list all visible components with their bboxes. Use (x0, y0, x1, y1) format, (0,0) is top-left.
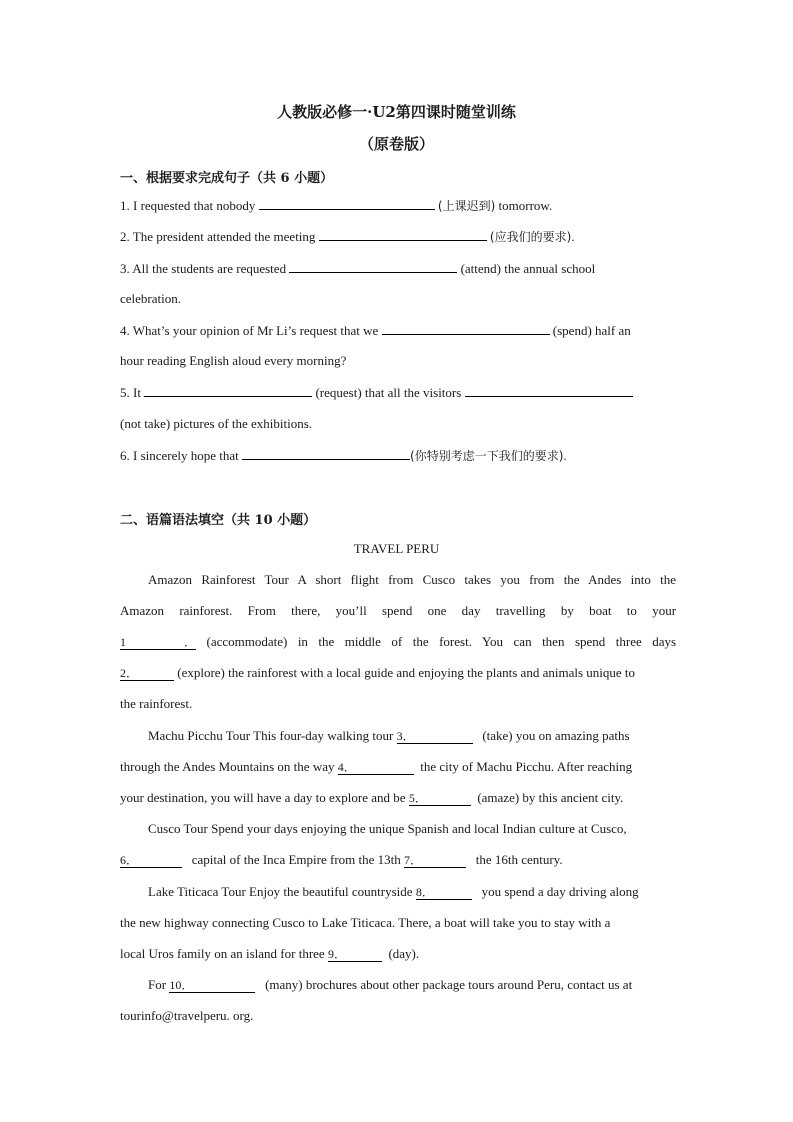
answer-blank[interactable] (144, 384, 312, 397)
blank-10[interactable]: 10． (169, 979, 255, 993)
p5-line-2: tourinfo@travelperu. org. (120, 1008, 254, 1023)
answer-blank[interactable] (242, 447, 410, 460)
question-3-continued: celebration. (120, 291, 181, 306)
p5-line-1: For 10． (many) brochures about other package tours around Peru, contact us at (148, 977, 633, 992)
section-2-heading: 二、语篇语法填空（共 10 小题） (120, 513, 317, 528)
question-5: 5. It (request) that all the visitors (120, 384, 633, 401)
p1-line-2: Amazon rainforest. From there, you’ll spend one day travelling by boat to your (120, 603, 677, 618)
blank-3[interactable]: 3． (397, 730, 473, 744)
page-subtitle: （原卷版） (358, 135, 434, 153)
blank-7[interactable]: 7． (404, 854, 466, 868)
question-3: 3. All the students are requested (attend) the annual school (120, 261, 596, 276)
p1-line-4: 2． (explore) the rainforest with a local guide and enjoying the plants and animals unique to (120, 665, 636, 680)
page-title: 人教版必修一·U2第四课时随堂训练 (277, 103, 516, 121)
passage-title: TRAVEL PERU (353, 541, 440, 556)
answer-blank[interactable] (382, 322, 550, 335)
blank-9[interactable]: 9． (328, 948, 382, 962)
p2-line-1: Machu Picchu Tour This four-day walking tour 3． (take) you on amazing paths (148, 728, 630, 743)
p1-line-1: Amazon Rainforest Tour A short flight from Cusco takes you from the Andes into the (148, 572, 677, 587)
section-1-heading: 一、根据要求完成句子（共 6 小题） (120, 171, 334, 186)
p4-line-1: Lake Titicaca Tour Enjoy the beautiful countryside 8． you spend a day driving along (148, 884, 639, 899)
p1-line-5: the rainforest. (120, 696, 193, 711)
p2-line-3: your destination, you will have a day to explore and be 5． (amaze) by this ancient city. (120, 790, 624, 805)
answer-blank[interactable] (259, 197, 435, 210)
question-4: 4. What’s your opinion of Mr Li’s request that we (spend) half an (120, 323, 631, 338)
question-5-continued: (not take) pictures of the exhibitions. (120, 416, 313, 431)
p3-line-2: 6． capital of the Inca Empire from the 13th 7． the 16th century. (120, 852, 563, 867)
p4-line-2: the new highway connecting Cusco to Lake Titicaca. There, a boat will take you to stay with a (120, 915, 611, 930)
blank-2[interactable]: 2． (120, 667, 174, 681)
question-6: 6. I sincerely hope that (你特别考虑一下我们的要求). (120, 448, 567, 463)
blank-6[interactable]: 6． (120, 854, 182, 868)
blank-8[interactable]: 8． (416, 886, 472, 900)
answer-blank[interactable] (465, 384, 633, 397)
blank-5[interactable]: 5． (409, 792, 471, 806)
answer-blank[interactable] (319, 228, 487, 241)
blank-4[interactable]: 4． (338, 761, 414, 775)
p2-line-2: through the Andes Mountains on the way 4． the city of Machu Picchu. After reaching (120, 759, 633, 774)
blank-1[interactable]: 1． (120, 635, 196, 649)
p1-line-3: 1． (accommodate) in the middle of the forest. You can then spend three days (120, 634, 677, 649)
p4-line-3: local Uros family on an island for three 9． (day). (120, 946, 420, 961)
p3-line-1: Cusco Tour Spend your days enjoying the unique Spanish and local Indian culture at Cusco, (148, 821, 627, 836)
question-2: 2. The president attended the meeting (应我们的要求). (120, 229, 575, 244)
question-1: 1. I requested that nobody (上课迟到) tomorrow. (120, 198, 553, 213)
question-4-continued: hour reading English aloud every morning? (120, 353, 347, 368)
answer-blank[interactable] (289, 260, 457, 273)
